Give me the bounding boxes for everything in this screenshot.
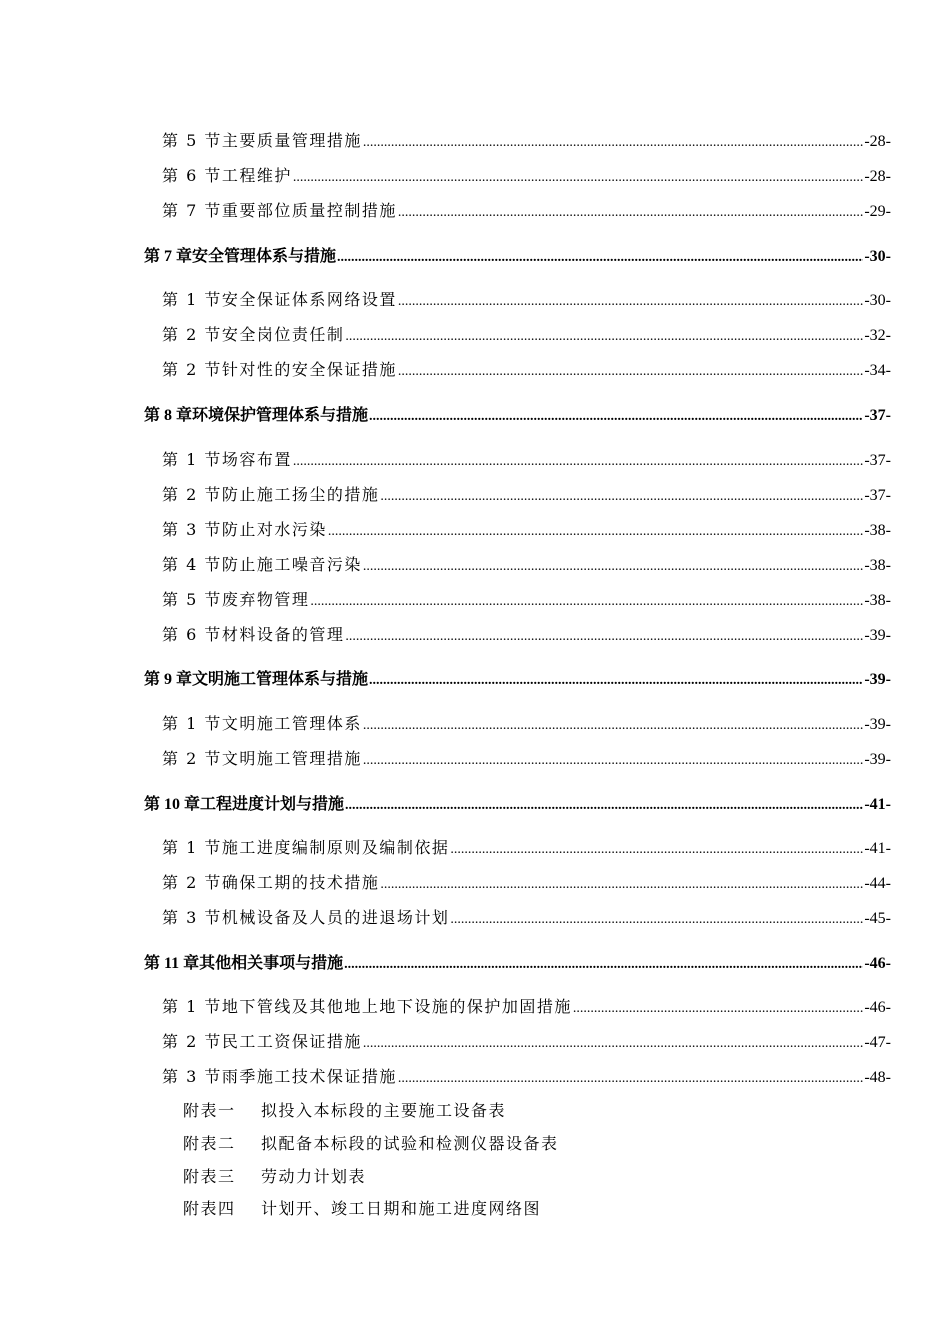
- toc-section: [162, 1064, 891, 1087]
- toc-section: [162, 482, 891, 505]
- toc-section-title: 第 7 节重要部位质量控制措施: [162, 201, 397, 220]
- toc-section-title: 第 6 节材料设备的管理: [162, 625, 345, 644]
- toc-page-number: -39-: [864, 627, 891, 644]
- toc-section: [162, 128, 891, 151]
- toc-section-title: 第 1 节文明施工管理体系: [162, 714, 362, 733]
- toc-chapter-title: 第 8 章环境保护管理体系与措施: [144, 407, 369, 424]
- toc-section-title: 第 2 节确保工期的技术措施: [162, 873, 380, 892]
- toc-section: [162, 711, 891, 734]
- toc-section-title: 第 5 节主要质量管理措施: [162, 131, 362, 150]
- dot-leader: [398, 364, 863, 380]
- toc-page-number: -28-: [864, 133, 891, 150]
- toc-section: [162, 905, 891, 928]
- dot-leader: [369, 409, 863, 425]
- toc-chapter: [144, 791, 891, 814]
- dot-leader: [345, 329, 863, 345]
- dot-leader: [293, 170, 863, 186]
- toc-section-title: 第 1 节施工进度编制原则及编制依据: [162, 838, 450, 857]
- appendix-label: 附表四: [183, 1199, 236, 1218]
- appendix-item: [183, 1131, 559, 1154]
- toc-section-title: 第 4 节防止施工噪音污染: [162, 555, 362, 574]
- toc-page-number: -30-: [864, 248, 891, 265]
- toc-page-number: -38-: [864, 557, 891, 574]
- appendix-label: 附表二: [183, 1134, 236, 1153]
- toc-section: [162, 870, 891, 893]
- toc-section-title: 第 2 节安全岗位责任制: [162, 325, 345, 344]
- toc-section: [162, 994, 891, 1017]
- toc-page-number: -38-: [864, 592, 891, 609]
- dot-leader: [380, 489, 863, 505]
- toc-section-title: 第 6 节工程维护: [162, 166, 292, 185]
- toc-chapter: [144, 950, 891, 973]
- dot-leader: [293, 454, 863, 470]
- toc-page-number: -38-: [864, 522, 891, 539]
- toc-chapter-title: 第 10 章工程进度计划与措施: [144, 796, 345, 813]
- toc-page-number: -47-: [864, 1034, 891, 1051]
- toc-page-number: -39-: [864, 716, 891, 733]
- toc-section: [162, 517, 891, 540]
- toc-page-number: -37-: [864, 407, 891, 424]
- toc-page-number: -45-: [864, 910, 891, 927]
- toc-section-title: 第 5 节废弃物管理: [162, 590, 310, 609]
- toc-section: [162, 622, 891, 645]
- dot-leader: [363, 1036, 863, 1052]
- appendix-item: [183, 1098, 506, 1121]
- toc-page-number: -30-: [864, 292, 891, 309]
- toc-section-title: 第 3 节雨季施工技术保证措施: [162, 1067, 397, 1086]
- dot-leader: [450, 912, 863, 928]
- appendix-label: 附表一: [183, 1101, 236, 1120]
- toc-page-number: -32-: [864, 327, 891, 344]
- toc-section: [162, 746, 891, 769]
- appendix-title: 计划开、竣工日期和施工进度网络图: [261, 1199, 542, 1218]
- toc-chapter: [144, 243, 891, 266]
- appendix-title: 拟投入本标段的主要施工设备表: [261, 1101, 507, 1120]
- dot-leader: [345, 798, 863, 814]
- toc-page-number: -34-: [864, 362, 891, 379]
- toc-section: [162, 835, 891, 858]
- toc-section: [162, 322, 891, 345]
- appendix-title: 劳动力计划表: [261, 1167, 367, 1186]
- toc-section: [162, 198, 891, 221]
- dot-leader: [310, 594, 863, 610]
- toc-page-number: -37-: [864, 487, 891, 504]
- toc-section: [162, 1029, 891, 1052]
- toc-page-number: -39-: [864, 751, 891, 768]
- toc-section-title: 第 1 节地下管线及其他地上地下设施的保护加固措施: [162, 997, 572, 1016]
- toc-page-number: -37-: [864, 452, 891, 469]
- toc-chapter: [144, 666, 891, 689]
- toc-page-number: -44-: [864, 875, 891, 892]
- toc-chapter-title: 第 9 章文明施工管理体系与措施: [144, 671, 369, 688]
- toc-chapter-title: 第 7 章安全管理体系与措施: [144, 248, 337, 265]
- dot-leader: [450, 842, 863, 858]
- dot-leader: [363, 718, 863, 734]
- dot-leader: [345, 629, 863, 645]
- toc-section: [162, 447, 891, 470]
- toc-section: [162, 587, 891, 610]
- toc-page-number: -41-: [864, 796, 891, 813]
- toc-chapter-title: 第 11 章其他相关事项与措施: [144, 955, 344, 972]
- toc-section-title: 第 1 节场容布置: [162, 450, 292, 469]
- appendix-item: [183, 1164, 366, 1187]
- toc-section-title: 第 2 节防止施工扬尘的措施: [162, 485, 380, 504]
- toc-page-number: -46-: [864, 955, 891, 972]
- dot-leader: [398, 1071, 863, 1087]
- appendix-title: 拟配备本标段的试验和检测仪器设备表: [261, 1134, 559, 1153]
- toc-section: [162, 357, 891, 380]
- dot-leader: [573, 1001, 863, 1017]
- toc-section-title: 第 3 节防止对水污染: [162, 520, 327, 539]
- toc-section-title: 第 2 节民工工资保证措施: [162, 1032, 362, 1051]
- toc-page-number: -48-: [864, 1069, 891, 1086]
- toc-page-number: -41-: [864, 840, 891, 857]
- dot-leader: [363, 559, 863, 575]
- dot-leader: [344, 957, 863, 973]
- toc-page-number: -28-: [864, 168, 891, 185]
- dot-leader: [363, 753, 863, 769]
- dot-leader: [328, 524, 863, 540]
- dot-leader: [398, 205, 863, 221]
- toc-section: [162, 163, 891, 186]
- dot-leader: [337, 250, 863, 266]
- dot-leader: [369, 673, 863, 689]
- appendix-label: 附表三: [183, 1167, 236, 1186]
- toc-section-title: 第 2 节文明施工管理措施: [162, 749, 362, 768]
- toc-page-number: -46-: [864, 999, 891, 1016]
- appendix-item: [183, 1196, 541, 1219]
- toc-section: [162, 552, 891, 575]
- dot-leader: [380, 877, 863, 893]
- toc-page-number: -29-: [864, 203, 891, 220]
- toc-section-title: 第 2 节针对性的安全保证措施: [162, 360, 397, 379]
- dot-leader: [363, 135, 863, 151]
- toc-section: [162, 287, 891, 310]
- toc-chapter: [144, 402, 891, 425]
- dot-leader: [398, 294, 863, 310]
- toc-section-title: 第 3 节机械设备及人员的进退场计划: [162, 908, 450, 927]
- toc-page-number: -39-: [864, 671, 891, 688]
- toc-section-title: 第 1 节安全保证体系网络设置: [162, 290, 397, 309]
